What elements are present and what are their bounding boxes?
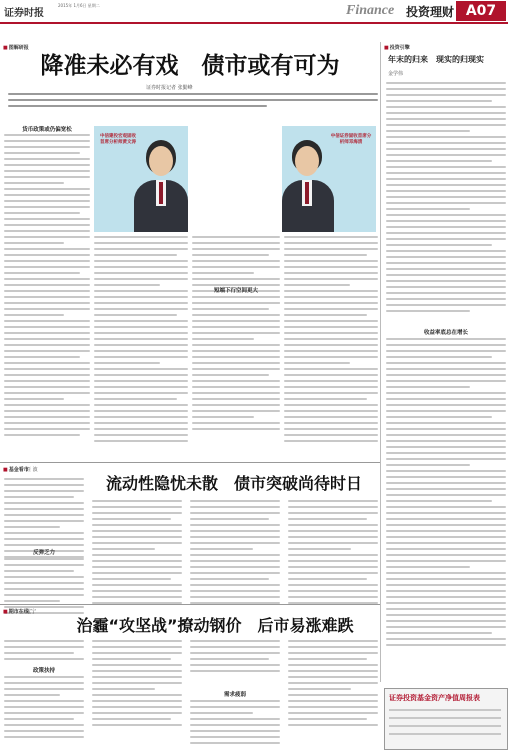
ad-title: 证券投资基金资产净值周报表 <box>389 694 480 702</box>
masthead <box>0 0 508 24</box>
top-story-column-1 <box>4 134 90 440</box>
top-story-column-3b <box>192 296 280 434</box>
middle-story-headline: 流动性隐忧未散 债市突破尚待时日 <box>105 474 362 493</box>
photo-2-caption: 中信证券固收首席分析师邓海清 <box>330 134 372 145</box>
top-story-column-2 <box>94 236 188 446</box>
fund-nav-ad <box>384 688 508 750</box>
column-divider <box>380 42 381 682</box>
section-name: 投资理财 <box>406 5 455 19</box>
person-tie <box>305 182 309 204</box>
right-story-headline: 年末的归来 现实的归现实 <box>388 55 484 64</box>
top-story-headline: 降准未必有戏 债市或有可为 <box>40 53 340 79</box>
bottom-story-column-1 <box>4 640 84 664</box>
bottom-story-kicker: ■ 期市在线 <box>3 608 29 615</box>
top-story-subhead-1: 货币政策或仍偏宽松 <box>22 127 72 133</box>
right-story-kicker: ■ 投资引擎 <box>384 44 410 51</box>
middle-story-column-2 <box>92 500 182 608</box>
top-story-kicker: ■ 图解研报 <box>3 44 29 51</box>
person-tie <box>159 182 163 204</box>
paper-name: 证券时报 <box>4 8 44 19</box>
right-story-body-2 <box>386 338 506 650</box>
bottom-story-byline: 沈宁 <box>26 609 37 615</box>
middle-story-subhead: 反弹乏力 <box>32 550 55 556</box>
issue-meta: 2015年 1月6日 星期二 <box>58 3 100 8</box>
section-divider <box>0 462 380 463</box>
bottom-story-subhead-2: 需求疲弱 <box>223 692 246 698</box>
bottom-story-column-3 <box>190 640 280 676</box>
middle-story-kicker: ■ 基金看市 <box>3 466 29 473</box>
top-story-subhead-2: 短端下行空间更大 <box>213 288 258 294</box>
top-story-lead <box>8 93 378 111</box>
section-divider <box>0 604 380 605</box>
bottom-story-column-3b <box>190 700 280 748</box>
bottom-story-headline: 治霾“攻坚战”撩动钢价 后市易涨难跌 <box>76 616 354 635</box>
right-story-body <box>386 82 506 316</box>
person-face <box>149 146 173 176</box>
bottom-story-column-1b <box>4 676 84 742</box>
bottom-story-column-2 <box>92 640 182 730</box>
page-number: A07 <box>456 1 506 21</box>
person-face <box>295 146 319 176</box>
middle-story-column-4 <box>288 500 378 608</box>
top-story-column-4 <box>284 236 378 446</box>
middle-story-column-3 <box>190 500 280 608</box>
right-story-byline: 金学伟 <box>388 71 404 77</box>
bottom-story-column-4 <box>288 640 378 730</box>
bottom-story-subhead-1: 政策扶持 <box>32 668 55 674</box>
right-story-subhead: 收益率底总在增长 <box>423 330 468 336</box>
section-english: Finance <box>346 3 395 18</box>
top-story-byline: 证券时报记者 张勤峰 <box>146 85 193 91</box>
middle-story-byline: 汪 波 <box>26 467 38 473</box>
analyst-photo-2 <box>282 126 376 232</box>
analyst-photo-1 <box>94 126 188 232</box>
photo-1-caption: 中信建投宏观固收首席分析师黄文涛 <box>100 134 136 145</box>
